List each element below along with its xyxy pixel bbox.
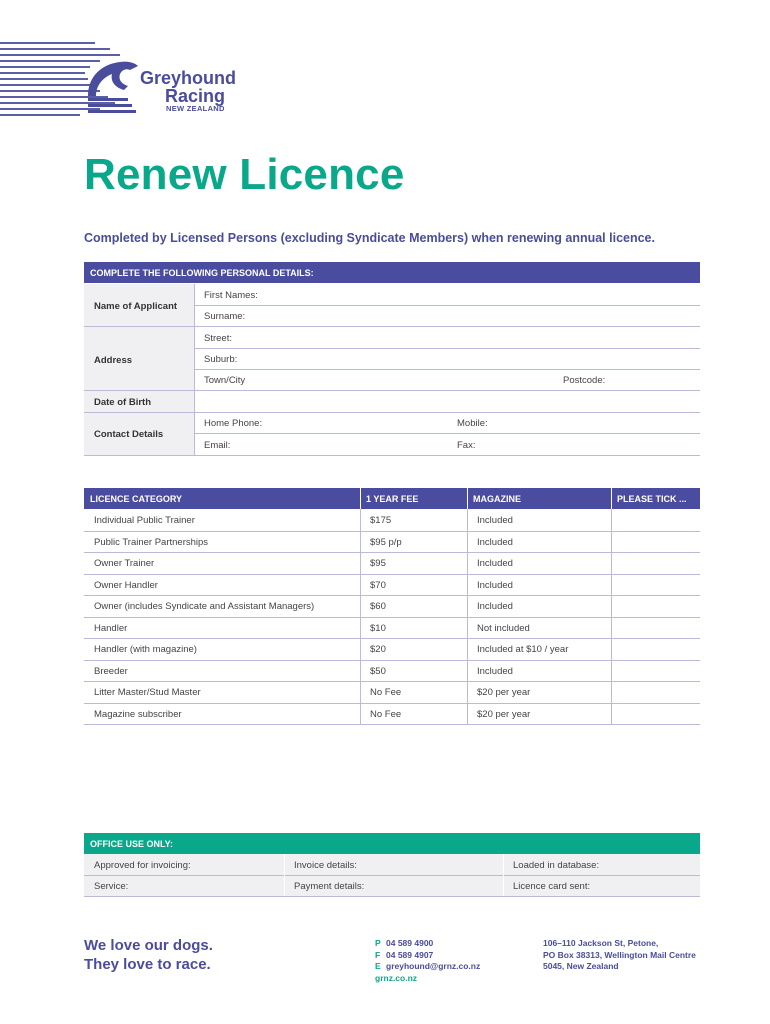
date-of-birth-label: Date of Birth — [94, 397, 151, 408]
address-label: Address — [94, 355, 133, 366]
tick-box[interactable] — [612, 553, 700, 574]
licence-category-cell: Individual Public Trainer — [94, 515, 195, 526]
address-line-3: 5045, New Zealand — [543, 961, 619, 971]
tick-box[interactable] — [612, 661, 700, 682]
tagline-line-1: We love our dogs. — [84, 937, 213, 954]
fee-cell: No Fee — [370, 708, 402, 720]
loaded-in-database-field[interactable]: Loaded in database: — [513, 860, 600, 871]
licence-category-cell: Litter Master/Stud Master — [94, 687, 201, 698]
divider — [194, 305, 700, 306]
date-of-birth-field[interactable] — [195, 391, 700, 412]
fee-cell: $95 p/p — [370, 536, 402, 548]
magazine-cell: Included — [477, 558, 513, 569]
home-phone-field[interactable]: Home Phone: — [204, 418, 263, 429]
postcode-field[interactable]: Postcode: — [563, 375, 606, 386]
tick-box[interactable] — [612, 618, 700, 639]
fee-cell: No Fee — [370, 687, 402, 698]
divider — [84, 875, 700, 876]
licence-category-cell: Owner Handler — [94, 579, 158, 591]
address-line-1: 106–110 Jackson St, Petone, — [543, 938, 659, 948]
table-row — [84, 531, 700, 532]
licence-category-cell: Owner (includes Syndicate and Assistant Managers) — [94, 601, 315, 612]
magazine-cell: Included at $10 / year — [477, 644, 569, 655]
licence-card-sent-field[interactable]: Licence card sent: — [513, 881, 591, 892]
licence-category-cell: Public Trainer Partnerships — [94, 536, 209, 548]
divider — [284, 854, 285, 896]
divider — [194, 433, 700, 434]
tick-box[interactable] — [612, 510, 700, 531]
payment-details-field[interactable]: Payment details: — [294, 881, 365, 892]
page-subtitle: Completed by Licensed Persons (excluding Syndicate Members) when renewing annual licence. — [84, 231, 655, 245]
footer-address — [543, 938, 696, 973]
magazine-cell: $20 per year — [477, 708, 531, 720]
phone-number[interactable]: 04 589 4900 — [386, 938, 434, 948]
magazine-cell: Included — [477, 536, 513, 548]
greyhound-logo-icon — [82, 56, 142, 118]
col-licence-category: LICENCE CATEGORY — [90, 494, 183, 504]
divider — [611, 488, 612, 509]
fee-cell: $95 — [370, 558, 386, 569]
table-row — [84, 595, 700, 596]
table-row — [84, 724, 700, 725]
table-row — [84, 638, 700, 639]
address-line-2: PO Box 38313, Wellington Mail Centre — [543, 949, 696, 960]
tick-box[interactable] — [612, 639, 700, 660]
magazine-cell: Included — [477, 601, 513, 612]
fax-field[interactable]: Fax: — [457, 440, 476, 451]
table-row — [84, 681, 700, 682]
website-link[interactable]: grnz.co.nz — [375, 972, 418, 983]
logo-text-racing: Racing — [165, 86, 226, 106]
tick-box[interactable] — [612, 704, 700, 725]
tick-box[interactable] — [612, 682, 700, 703]
magazine-cell: $20 per year — [477, 687, 531, 698]
magazine-cell: Included — [477, 579, 513, 591]
table-row — [84, 703, 700, 704]
street-field[interactable]: Street: — [204, 333, 232, 344]
page-title: Renew Licence — [84, 150, 405, 199]
name-of-applicant-label: Name of Applicant — [94, 301, 178, 312]
contact-details-label: Contact Details — [94, 429, 164, 440]
divider — [194, 348, 700, 349]
divider — [84, 896, 700, 897]
footer-tagline — [84, 936, 213, 974]
personal-details-header — [84, 262, 700, 283]
email-key: E — [375, 961, 381, 971]
footer-contact — [375, 938, 480, 984]
divider — [503, 854, 504, 896]
fee-cell: $175 — [370, 515, 392, 526]
fax-key: F — [375, 949, 381, 960]
col-please-tick: PLEASE TICK ... — [617, 494, 687, 504]
approved-for-invoicing-field[interactable]: Approved for invoicing: — [94, 860, 191, 871]
licence-category-cell: Breeder — [94, 665, 128, 677]
invoice-details-field[interactable]: Invoice details: — [294, 860, 357, 871]
surname-field[interactable]: Surname: — [204, 311, 246, 322]
fee-cell: $60 — [370, 601, 386, 612]
office-use-header — [84, 833, 700, 854]
divider — [84, 455, 700, 456]
fax-number: 04 589 4907 — [386, 949, 434, 960]
fee-cell: $50 — [370, 665, 386, 677]
tagline-line-2: They love to race. — [84, 956, 211, 973]
logo-text-greyhound: Greyhound — [140, 68, 237, 88]
licence-category-cell: Magazine subscriber — [94, 708, 182, 720]
personal-details-header-text: COMPLETE THE FOLLOWING PERSONAL DETAILS: — [90, 268, 314, 278]
logo-text-nz: NEW ZEALAND — [166, 104, 225, 113]
mobile-field[interactable]: Mobile: — [457, 418, 488, 429]
phone-key: P — [375, 938, 381, 948]
office-use-header-text: OFFICE USE ONLY: — [90, 839, 174, 849]
table-row — [84, 552, 700, 553]
divider — [467, 488, 468, 509]
magazine-cell: Included — [477, 515, 513, 526]
service-field[interactable]: Service: — [94, 881, 129, 892]
divider — [84, 412, 700, 413]
magazine-cell: Included — [477, 665, 513, 677]
tick-box[interactable] — [612, 575, 700, 596]
fee-cell: $20 — [370, 644, 386, 655]
licence-category-cell: Handler — [94, 622, 128, 634]
table-row — [84, 574, 700, 575]
licence-table-header — [84, 488, 700, 509]
email-link[interactable]: greyhound@grnz.co.nz — [386, 961, 481, 971]
tick-box[interactable] — [612, 532, 700, 553]
licence-category-cell: Handler (with magazine) — [94, 644, 197, 655]
divider — [84, 326, 700, 327]
tick-box[interactable] — [612, 596, 700, 617]
licence-category-cell: Owner Trainer — [94, 558, 155, 569]
email-field[interactable]: Email: — [204, 440, 231, 451]
fee-cell: $70 — [370, 579, 386, 591]
divider — [360, 488, 361, 509]
divider — [194, 369, 700, 370]
first-names-field[interactable]: First Names: — [204, 290, 258, 301]
table-row — [84, 617, 700, 618]
town-city-field[interactable]: Town/City — [204, 375, 246, 386]
fee-cell: $10 — [370, 622, 386, 634]
suburb-field[interactable]: Suburb: — [204, 354, 238, 365]
magazine-cell: Not included — [477, 622, 530, 634]
table-row — [84, 660, 700, 661]
col-year-fee: 1 YEAR FEE — [366, 494, 419, 504]
col-magazine: MAGAZINE — [473, 494, 521, 504]
